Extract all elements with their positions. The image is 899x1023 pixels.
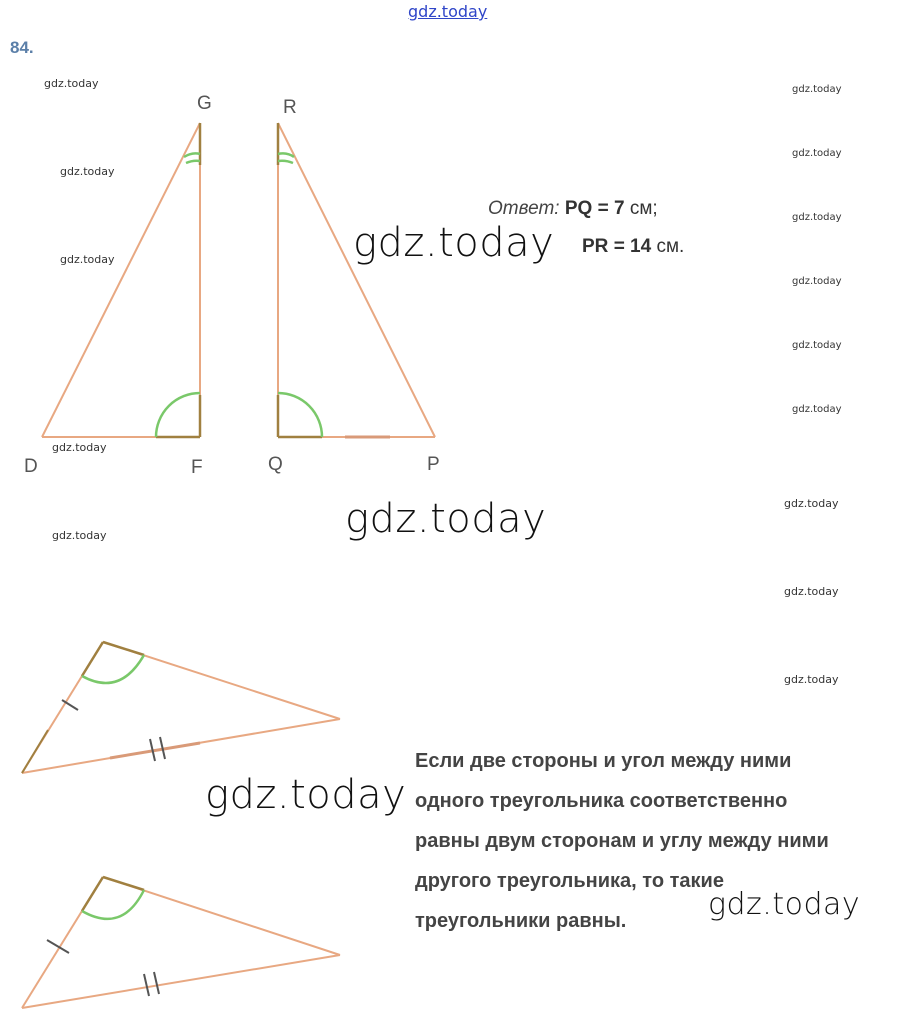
- answer-eq-2: = 14: [613, 236, 652, 257]
- angle-g-arc: [184, 153, 200, 157]
- vertex-label-g: G: [197, 93, 212, 114]
- ex1-mark-left: [82, 642, 103, 676]
- angle-g-arc2: [186, 161, 200, 163]
- answer-unit-1: см;: [629, 198, 658, 219]
- ex2-tick-double-a: [144, 974, 149, 996]
- angle-r-arc: [278, 153, 294, 157]
- angle-f-arc: [156, 393, 200, 437]
- vertex-label-f: F: [191, 457, 203, 478]
- ex2-mark-left: [82, 877, 103, 911]
- answer-eq-1: = 7: [597, 198, 625, 219]
- watermark-small: gdz.today: [784, 497, 839, 510]
- triangle-rqp: [278, 123, 435, 437]
- ex2-side-bottom: [22, 955, 340, 1008]
- watermark-small: gdz.today: [784, 673, 839, 686]
- ex2-mark-top: [103, 877, 144, 890]
- watermark-small: gdz.today: [792, 276, 842, 287]
- watermark-small: gdz.today: [792, 340, 842, 351]
- triangle-example-2: [22, 877, 340, 1008]
- vertex-label-r: R: [283, 97, 297, 118]
- theorem-line: Если две стороны и угол между ними: [415, 750, 792, 772]
- watermark-small: gdz.today: [60, 165, 115, 178]
- watermark-small: gdz.today: [792, 148, 842, 159]
- answer-seg-1: PQ: [564, 198, 593, 219]
- ex2-tick-double-b: [154, 972, 159, 994]
- watermark-large: gdz.today: [353, 220, 555, 266]
- triangle-example-1: [22, 642, 340, 773]
- angle-r-arc2: [278, 161, 293, 163]
- watermark-small: gdz.today: [44, 77, 99, 90]
- watermark-small: gdz.today: [792, 404, 842, 415]
- watermark-small: gdz.today: [784, 585, 839, 598]
- watermark-large: gdz.today: [345, 496, 547, 542]
- ex1-mark-left2: [22, 730, 48, 773]
- vertex-label-p: P: [427, 454, 440, 475]
- ex1-mark-bottom: [110, 743, 200, 758]
- watermark-large: gdz.today: [708, 887, 861, 922]
- answer-seg-2: PR: [582, 236, 609, 257]
- theorem-line: треугольники равны.: [415, 910, 627, 932]
- angle-q-arc: [278, 393, 322, 437]
- vertex-label-d: D: [24, 456, 38, 477]
- watermark-small: gdz.today: [52, 529, 107, 542]
- answer-line-1: [488, 198, 658, 220]
- exercise-number: 84.: [10, 38, 34, 57]
- theorem-line: равны двум сторонам и углу между ними: [415, 830, 829, 852]
- watermark-small: gdz.today: [792, 84, 842, 95]
- ex1-mark-top: [103, 642, 144, 655]
- watermark-small: gdz.today: [792, 212, 842, 223]
- answer-line-2: [582, 236, 684, 258]
- answer-unit-2: см.: [656, 236, 685, 257]
- theorem-line: одного треугольника соответственно: [415, 790, 788, 812]
- side-rp: [278, 123, 435, 437]
- top-watermark[interactable]: gdz.today: [408, 2, 488, 21]
- answer-label: Ответ:: [488, 198, 560, 219]
- vertex-label-q: Q: [268, 454, 283, 475]
- theorem-line: другого треугольника, то такие: [415, 870, 724, 892]
- watermark-large: gdz.today: [205, 772, 407, 818]
- watermark-small: gdz.today: [52, 441, 107, 454]
- watermark-small: gdz.today: [60, 253, 115, 266]
